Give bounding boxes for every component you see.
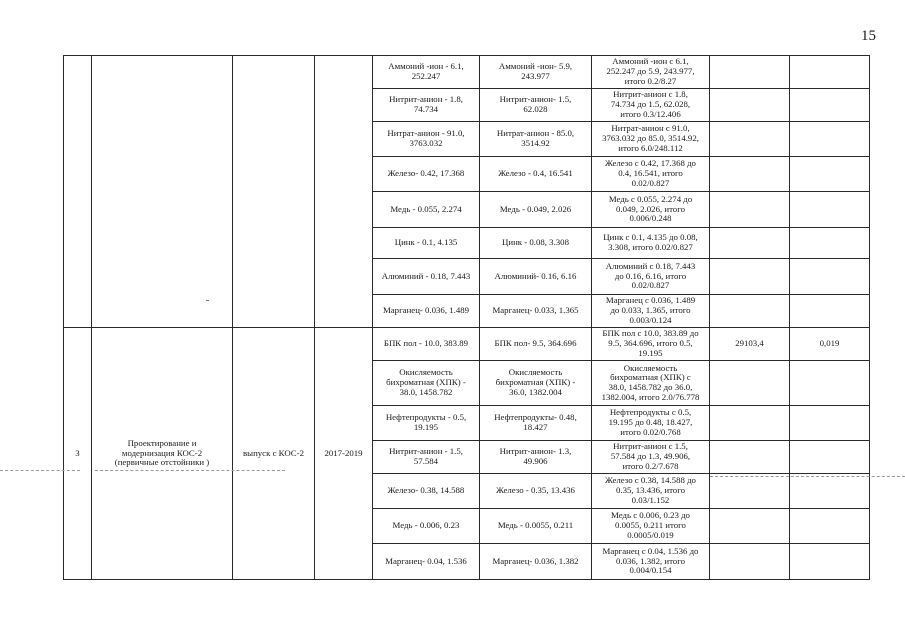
cost-cell — [710, 406, 790, 441]
after-cell: БПК пол- 9.5, 364.696 — [480, 328, 592, 361]
ratio-cell — [790, 509, 870, 544]
after-cell: Марганец- 0.036, 1.382 — [480, 544, 592, 580]
change-cell: Нитрат-анион с 91.0, 3763.032 до 85.0, 3514.92, итого 6.0/248.112 — [592, 122, 710, 157]
after-cell: Железо - 0.4, 16.541 — [480, 157, 592, 192]
change-cell: Марганец с 0.04, 1.536 до 0.036, 1.382, итого 0.004/0.154 — [592, 544, 710, 580]
scan-artifact-dash — [95, 470, 285, 471]
measure-name-cell — [92, 56, 233, 328]
ratio-cell — [790, 474, 870, 509]
number-cell — [64, 56, 92, 328]
before-cell: Аммоний -ион - 6.1, 252.247 — [373, 56, 480, 89]
period-cell — [315, 56, 373, 328]
before-cell: Железо- 0.42, 17.368 — [373, 157, 480, 192]
change-cell: Нитрит-анион с 1.8, 74.734 до 1.5, 62.028, итого 0.3/12.406 — [592, 89, 710, 122]
before-cell: Нитрит-анион - 1.8, 74.734 — [373, 89, 480, 122]
change-cell: Алюминий с 0.18, 7.443 до 0.16, 6.16, итого 0.02/0.827 — [592, 259, 710, 295]
before-cell: Медь - 0.006, 0.23 — [373, 509, 480, 544]
measure-name-cell: Проектирование и модернизация КОС-2 (первичные отстойники ) — [92, 328, 233, 580]
cost-cell — [710, 228, 790, 259]
cost-cell — [710, 295, 790, 328]
after-cell: Цинк - 0.08, 3.308 — [480, 228, 592, 259]
after-cell: Медь - 0.0055, 0.211 — [480, 509, 592, 544]
change-cell: Цинк с 0.1, 4.135 до 0.08, 3.308, итого 0.02/0.827 — [592, 228, 710, 259]
after-cell: Медь - 0.049, 2.026 — [480, 192, 592, 228]
change-cell: Марганец с 0.036, 1.489 до 0.033, 1.365, итого 0.003/0.124 — [592, 295, 710, 328]
table-row — [64, 56, 870, 89]
before-cell: БПК пол - 10.0, 383.89 — [373, 328, 480, 361]
cost-cell — [710, 474, 790, 509]
ratio-cell — [790, 441, 870, 474]
period-cell: 2017-2019 — [315, 328, 373, 580]
ratio-cell — [790, 157, 870, 192]
before-cell: Марганец- 0.04, 1.536 — [373, 544, 480, 580]
cost-cell — [710, 192, 790, 228]
before-cell: Цинк - 0.1, 4.135 — [373, 228, 480, 259]
ratio-cell — [790, 544, 870, 580]
ratio-cell — [790, 361, 870, 406]
after-cell: Железо - 0.35, 13.436 — [480, 474, 592, 509]
cost-cell — [710, 56, 790, 89]
cost-cell — [710, 441, 790, 474]
cost-cell — [710, 509, 790, 544]
change-cell: Медь с 0.006, 0.23 до 0.0055, 0.211 итого 0.0005/0.019 — [592, 509, 710, 544]
after-cell: Нефтепродукты- 0.48, 18.427 — [480, 406, 592, 441]
measures-table — [63, 55, 870, 580]
ratio-cell — [790, 56, 870, 89]
after-cell: Алюминий- 0.16, 6.16 — [480, 259, 592, 295]
ratio-cell — [790, 259, 870, 295]
outlet-cell — [233, 56, 315, 328]
before-cell: Нефтепродукты - 0.5, 19.195 — [373, 406, 480, 441]
after-cell: Аммоний -ион- 5.9, 243.977 — [480, 56, 592, 89]
cost-cell: 29103,4 — [710, 328, 790, 361]
after-cell: Окисляемость бихроматная (ХПК) - 36.0, 1382.004 — [480, 361, 592, 406]
ratio-cell — [790, 89, 870, 122]
change-cell: Нитрит-анион с 1.5, 57.584 до 1.3, 49.906, итого 0.2/7.678 — [592, 441, 710, 474]
outlet-cell: выпуск с КОС-2 — [233, 328, 315, 580]
change-cell: Окисляемость бихроматная (ХПК) с 38.0, 1458.782 до 36.0, 1382.004, итого 2.0/76.778 — [592, 361, 710, 406]
ratio-cell — [790, 295, 870, 328]
before-cell: Нитрит-анион - 1.5, 57.584 — [373, 441, 480, 474]
cost-cell — [710, 361, 790, 406]
change-cell: Железо с 0.38, 14.588 до 0.35, 13.436, итого 0.03/1.152 — [592, 474, 710, 509]
change-cell: Нефтепродукты с 0.5, 19.195 до 0.48, 18.427, итого 0.02/0.768 — [592, 406, 710, 441]
change-cell: Медь с 0.055, 2.274 до 0.049, 2.026, итого 0.006/0.248 — [592, 192, 710, 228]
change-cell: БПК пол с 10.0, 383.89 до 9.5, 364.696, итого 0.5, 19.195 — [592, 328, 710, 361]
before-cell: Алюминий - 0.18, 7.443 — [373, 259, 480, 295]
cost-cell — [710, 157, 790, 192]
before-cell: Нитрат-анион - 91.0, 3763.032 — [373, 122, 480, 157]
before-cell: Медь - 0.055, 2.274 — [373, 192, 480, 228]
before-cell: Окисляемость бихроматная (ХПК) - 38.0, 1458.782 — [373, 361, 480, 406]
ratio-cell — [790, 406, 870, 441]
ratio-cell — [790, 228, 870, 259]
table-row — [64, 328, 870, 361]
after-cell: Нитрат-анион - 85.0, 3514.92 — [480, 122, 592, 157]
change-cell: Аммоний -ион с 6.1, 252.247 до 5.9, 243.977, итого 0.2/8.27 — [592, 56, 710, 89]
cost-cell — [710, 259, 790, 295]
after-cell: Нитрит-анион- 1.3, 49.906 — [480, 441, 592, 474]
before-cell: Марганец- 0.036, 1.489 — [373, 295, 480, 328]
number-cell: 3 — [64, 328, 92, 580]
ratio-cell: 0,019 — [790, 328, 870, 361]
scan-artifact-speck — [206, 300, 209, 301]
change-cell: Железо с 0.42, 17.368 до 0.4, 16.541, итого 0.02/0.827 — [592, 157, 710, 192]
scan-artifact-dash — [710, 476, 905, 477]
after-cell: Нитрит-анион- 1.5, 62.028 — [480, 89, 592, 122]
ratio-cell — [790, 192, 870, 228]
ratio-cell — [790, 122, 870, 157]
page-number: 15 — [861, 28, 876, 44]
after-cell: Марганец- 0.033, 1.365 — [480, 295, 592, 328]
cost-cell — [710, 544, 790, 580]
scan-artifact-dash — [0, 470, 80, 471]
cost-cell — [710, 89, 790, 122]
before-cell: Железо- 0.38, 14.588 — [373, 474, 480, 509]
cost-cell — [710, 122, 790, 157]
